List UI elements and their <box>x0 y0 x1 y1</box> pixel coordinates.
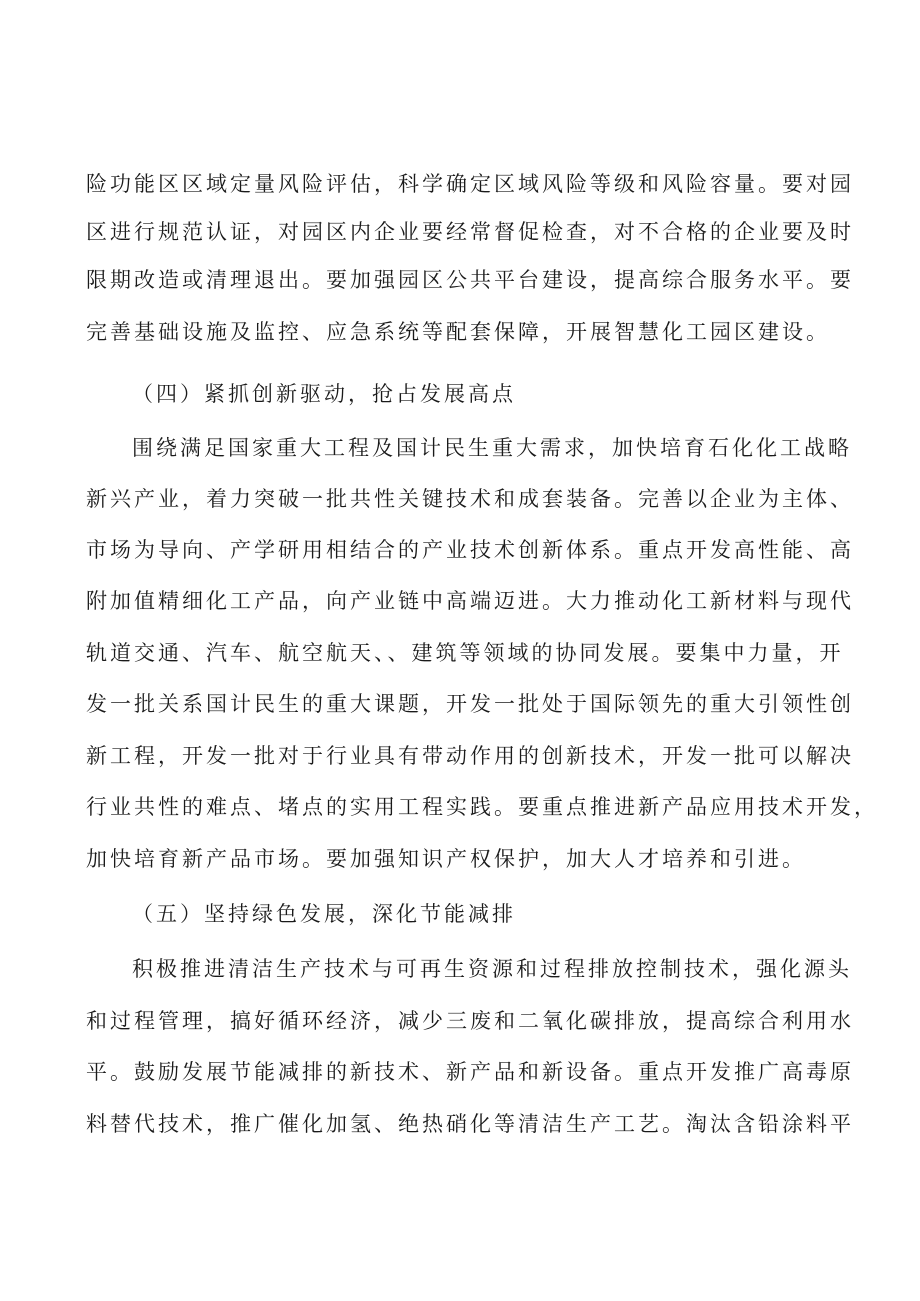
paragraph-line: 附加值精细化工产品，向产业链中高端迈进。大力推动化工新材料与现代 <box>86 589 854 613</box>
paragraph-line: 新兴产业，着力突破一批共性关键技术和成套装备。完善以企业为主体、 <box>86 487 854 511</box>
paragraph-line: 发一批关系国计民生的重大课题，开发一批处于国际领先的重大引领性创 <box>86 692 854 716</box>
paragraph-line: 和过程管理，搞好循环经济，减少三废和二氧化碳排放，提高综合利用水 <box>86 1009 854 1033</box>
paragraph-line: 险功能区区域定量风险评估，科学确定区域风险等级和风险容量。要对园 <box>86 172 854 196</box>
paragraph-line: 围绕满足国家重大工程及国计民生重大需求，加快培育石化化工战略 <box>132 436 852 460</box>
paragraph-line: 积极推进清洁生产技术与可再生资源和过程排放控制技术，强化源头 <box>132 957 852 981</box>
paragraph-line: 轨道交通、汽车、航空航天、、建筑等领域的协同发展。要集中力量，开 <box>86 641 844 665</box>
paragraph-line: 平。鼓励发展节能减排的新技术、新产品和新设备。重点开发推广高毒原 <box>86 1060 854 1084</box>
paragraph-line: 加快培育新产品市场。要加强知识产权保护，加大人才培养和引进。 <box>86 847 806 871</box>
section-heading: （四）紧抓创新驱动，抢占发展高点 <box>132 382 516 406</box>
paragraph-line: 完善基础设施及监控、应急系统等配套保障，开展智慧化工园区建设。 <box>86 320 830 344</box>
paragraph-line: 行业共性的难点、堵点的实用工程实践。要重点推进新产品应用技术开发， <box>86 795 878 819</box>
paragraph-line: 市场为导向、产学研用相结合的产业技术创新体系。重点开发高性能、高 <box>86 538 854 562</box>
paragraph-line: 区进行规范认证，对园区内企业要经常督促检查，对不合格的企业要及时 <box>86 220 854 244</box>
paragraph-line: 限期改造或清理退出。要加强园区公共平台建设，提高综合服务水平。要 <box>86 268 854 292</box>
section-heading: （五）坚持绿色发展，深化节能减排 <box>132 902 516 926</box>
paragraph-line: 料替代技术，推广催化加氢、绝热硝化等清洁生产工艺。淘汰含铅涂料平 <box>86 1112 854 1136</box>
paragraph-line: 新工程，开发一批对于行业具有带动作用的创新技术，开发一批可以解决 <box>86 744 854 768</box>
